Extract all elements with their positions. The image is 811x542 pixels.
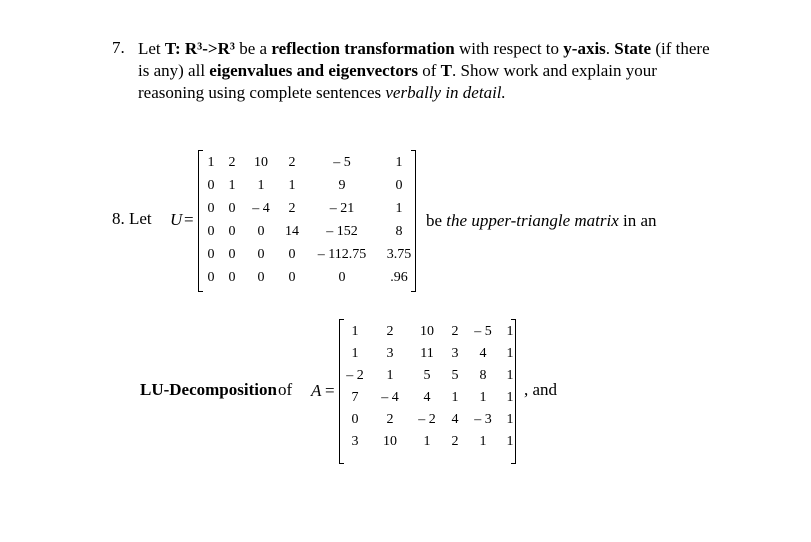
matrix-a-cell: – 2 — [418, 412, 436, 427]
matrix-a-cell: – 5 — [474, 324, 492, 339]
and-text: , and — [524, 380, 558, 399]
matrix-u-cell: 0 — [207, 270, 215, 285]
matrix-u-cell: – 4 — [252, 201, 270, 216]
matrix-a-cell: 10 — [383, 434, 397, 449]
matrix-a-cell: 4 — [423, 390, 431, 405]
matrix-u-cell: 0 — [288, 247, 296, 262]
matrix-u-cell: 2 — [288, 155, 296, 170]
matrix-u-cell: 0 — [207, 224, 215, 239]
matrix-u-left-rule — [198, 150, 199, 290]
matrix-u-cell: 1 — [288, 178, 296, 193]
matrix-a-cell: 1 — [479, 390, 487, 405]
matrix-u-cell: – 5 — [333, 155, 351, 170]
matrix-a-cell: 5 — [423, 368, 431, 383]
matrix-a-cell: 5 — [451, 368, 459, 383]
matrix-u-cell: 9 — [338, 178, 346, 193]
matrix-u-cell: 0 — [207, 201, 215, 216]
matrix-a-cell: 1 — [479, 434, 487, 449]
matrix-a-cell: 1 — [351, 324, 359, 339]
matrix-u-cell: 14 — [285, 224, 299, 239]
matrix-a-cell: 2 — [386, 412, 394, 427]
matrix-a-cell: 11 — [420, 346, 434, 361]
matrix-u-cell: 3.75 — [386, 247, 412, 262]
matrix-a-cell: 1 — [506, 390, 514, 405]
matrix-a-cell: 2 — [386, 324, 394, 339]
matrix-a-cell: 1 — [506, 346, 514, 361]
matrix-u-cell: 1 — [395, 201, 403, 216]
matrix-u-cell: 10 — [254, 155, 268, 170]
matrix-u-cell: 8 — [395, 224, 403, 239]
matrix-a-cell: 8 — [479, 368, 487, 383]
matrix-u-cell: 2 — [288, 201, 296, 216]
matrix-a-cell: 3 — [451, 346, 459, 361]
matrix-u-cell: 0 — [257, 247, 265, 262]
matrix-u-cell: 1 — [228, 178, 236, 193]
matrix-a-cell: 1 — [506, 434, 514, 449]
equals-sign-a: = — [325, 381, 335, 400]
matrix-a-cell: 2 — [451, 324, 459, 339]
question-8-number: 8. Let — [112, 209, 152, 228]
question-7-text: Let T: R³->R³ be a reflection transformation with respect to y-axis. State (if there is any) all eigenvalues and eigenvectors of T. Show work and explain your reasoning using complete sentences verbally in detail. — [138, 39, 710, 102]
matrix-u-cell: 2 — [228, 155, 236, 170]
matrix-u-cell: 1 — [257, 178, 265, 193]
question-7-number: 7. — [112, 38, 125, 57]
matrix-a-cell: 1 — [451, 390, 459, 405]
matrix-u-cell: – 152 — [326, 224, 358, 239]
matrix-u-description: be the upper-triangle matrix in an — [426, 211, 657, 230]
matrix-a-cell: 7 — [351, 390, 359, 405]
matrix-a-cell: 1 — [351, 346, 359, 361]
matrix-u-cell: – 112.75 — [317, 247, 367, 262]
matrix-a-cell: 3 — [386, 346, 394, 361]
matrix-u-cell: 0 — [207, 247, 215, 262]
matrix-u-cell: 1 — [395, 155, 403, 170]
lu-decomposition-label: LU-Decomposition — [140, 380, 277, 399]
matrix-a-cell: 3 — [351, 434, 359, 449]
matrix-u-cell: 0 — [228, 201, 236, 216]
equals-sign-u: = — [184, 210, 194, 229]
matrix-u-cell: 0 — [288, 270, 296, 285]
matrix-u-symbol: U — [170, 210, 183, 229]
matrix-u-cell: 0 — [207, 178, 215, 193]
matrix-a-cell: 1 — [506, 368, 514, 383]
matrix-u-cell: 0 — [228, 270, 236, 285]
matrix-a-cell: 1 — [506, 324, 514, 339]
matrix-u-cell: .96 — [390, 270, 408, 285]
matrix-u-cell: 0 — [228, 224, 236, 239]
matrix-a-cell: 2 — [451, 434, 459, 449]
matrix-a-cell: – 3 — [474, 412, 492, 427]
matrix-u-cell: 0 — [228, 247, 236, 262]
matrix-u-cell: 0 — [338, 270, 346, 285]
matrix-u-cell: 1 — [207, 155, 215, 170]
matrix-a-symbol: A — [311, 381, 322, 400]
matrix-a-cell: 4 — [451, 412, 459, 427]
matrix-a-cell: 4 — [479, 346, 487, 361]
matrix-a-cell: 0 — [351, 412, 359, 427]
matrix-u-cell: 0 — [395, 178, 403, 193]
matrix-a-cell: 1 — [386, 368, 394, 383]
matrix-a-cell: 1 — [423, 434, 431, 449]
matrix-a-cell: 1 — [506, 412, 514, 427]
matrix-u-cell: 0 — [257, 270, 265, 285]
lu-of-text: of — [278, 380, 293, 399]
matrix-a-cell: 10 — [420, 324, 434, 339]
matrix-u-cell: 0 — [257, 224, 265, 239]
matrix-a-cell: – 2 — [346, 368, 364, 383]
matrix-u-cell: – 21 — [329, 201, 355, 216]
matrix-a-cell: – 4 — [381, 390, 399, 405]
